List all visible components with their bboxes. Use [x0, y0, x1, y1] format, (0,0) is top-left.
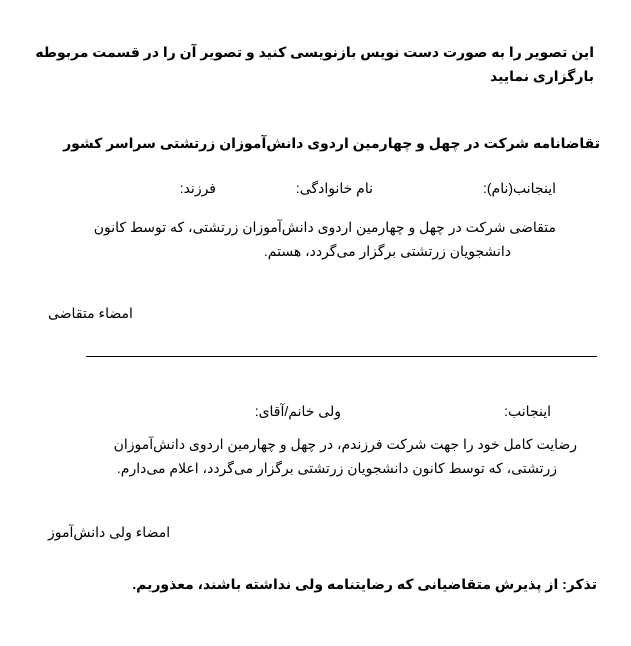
applicant-child-of-label: فرزند:: [179, 180, 216, 196]
guardian-self-label: اینجانب:: [504, 403, 551, 419]
guardian-fields: [71, 399, 551, 423]
applicant-signature-label: امضاء متقاضی: [48, 305, 133, 321]
applicant-family-name-label: نام خانوادگی:: [295, 180, 373, 196]
applicant-name-label: اینجانب(نام):: [482, 180, 556, 196]
applicant-request-line-1: متقاضی شرکت در چهل و چهارمین اردوی دانش‌آموزان زرتشتی، که توسط کانون: [93, 219, 556, 235]
applicant-request-line-2: دانشجویان زرتشتی برگزار می‌گردد، هستم.: [263, 243, 511, 259]
applicant-fields: [76, 176, 556, 200]
note-text: تذکر: از پذیرش متقاضیانی که رضایتنامه ولی نداشته باشند، معذوریم.: [132, 576, 597, 592]
applicant-request-text: [36, 215, 556, 263]
guardian-consent-line-1: رضایت کامل خود را جهت شرکت فرزندم، در چهل و چهارمین اردوی دانش‌آموزان: [113, 436, 577, 452]
guardian-consent-line-2: زرتشتی، که توسط کانون دانشجویان زرتشتی برگزار می‌گردد، اعلام می‌دارم.: [116, 460, 557, 476]
form-title: تقاضانامه شرکت در چهل و چهارمین اردوی دانش‌آموزان زرتشتی سراسر کشور: [63, 135, 600, 151]
section-divider: [86, 356, 597, 357]
instruction-line-2: بارگزاری نمایید: [490, 68, 594, 84]
instruction-text: [34, 40, 594, 88]
guardian-parent-label: ولی خانم/آقای:: [254, 403, 341, 419]
guardian-signature-label: امضاء ولی دانش‌آموز: [48, 524, 171, 540]
guardian-consent-text: [37, 432, 577, 480]
instruction-line-1: این تصویر را به صورت دست نویس بازنویسی کنید و تصویر آن را در قسمت مربوطه: [35, 44, 594, 60]
